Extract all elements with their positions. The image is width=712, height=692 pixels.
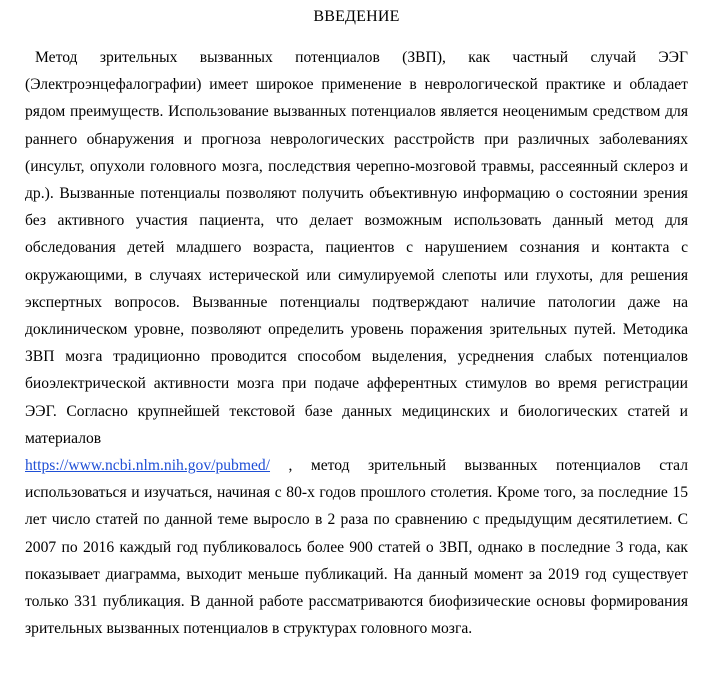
paragraph-text-part1: Метод зрительных вызванных потенциалов (ЗВП), как частный случай ЭЭГ (Электроэнцефалографии) имеет широкое применение в неврологической практике и обладает рядом преимуществ. Использование вызванных потенциалов является неоценимым средством для раннего обнаружения и прогноза неврологических расстройств при различных заболеваниях (инсульт, опухоли головного мозга, последствия черепно-мозговой травмы, рассеянный склероз и др.). Вызванные потенциалы позволяют получить объективную информацию о состоянии зрения без активного участия пациента, что делает возможным использовать данный метод для обследования детей младшего возраста, пациентов с нарушением сознания и контакта с окружающими, в случаях истерической или симулируемой слепоты или глухоты, для решения экспертных вопросов. Вызванные потенциалы подтверждают наличие патологии даже на доклиническом уровне, позволяют определить уровень поражения зрительных путей. Методика ЗВП мозга традиционно проводится способом выделения, усреднения слабых потенциалов биоэлектрической активности мозга при подаче афферентных стимулов во время регистрации ЭЭГ. Согласно крупнейшей текстовой базе данных медицинских и биологических статей и материалов xyxy=(25,49,688,447)
document-page xyxy=(25,0,688,642)
section-heading: ВВЕДЕНИЕ xyxy=(313,8,400,25)
intro-paragraph xyxy=(25,44,688,642)
pubmed-link[interactable]: https://www.ncbi.nlm.nih.gov/pubmed/ xyxy=(25,457,271,475)
paragraph-text-part2: , метод зрительный вызванных потенциалов стал использоваться и изучаться, начиная с 80-х годов прошлого столетия. Кроме того, за последние 15 лет число статей по данной теме выросло в 2 раза по сравнению с предыдущим десятилетием. С 2007 по 2016 каждый год публиковалось более 900 статей о ЗВП, однако в последние 3 года, как показывает диаграмма, выходит меньше публикаций. На данный момент за 2019 год существует только 331 публикация. В данной работе рассматриваются биофизические основы формирования зрительных вызванных потенциалов в структурах головного мозга. xyxy=(25,457,688,638)
